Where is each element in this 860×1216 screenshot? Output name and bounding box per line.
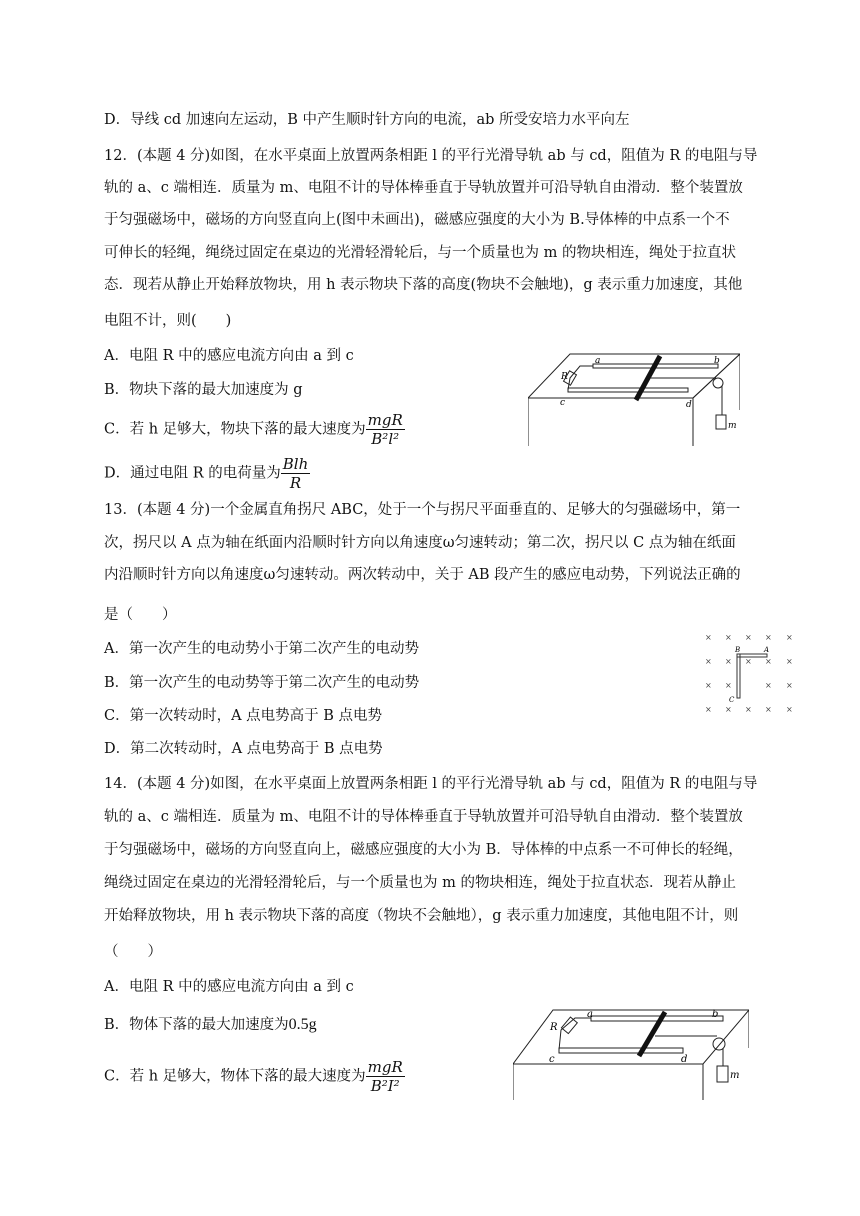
q12-stem-line1: 12．(本题 4 分)如图，在水平桌面上放置两条相距 l 的平行光滑导轨 ab 与 cd，阻值为 R 的电阻与导 — [104, 148, 758, 164]
q12-option-c-fraction — [366, 411, 405, 448]
svg-text:×: × — [725, 657, 732, 666]
q14-rail-figure — [513, 1008, 749, 1100]
label-m: m — [728, 421, 737, 431]
svg-text:×: × — [725, 681, 732, 690]
q14-stem-line5: 开始释放物块，用 h 表示物块下落的高度（物块不会触地），g 表示重力加速度，其他电阻不计，则 — [104, 908, 739, 924]
svg-text:×: × — [725, 705, 732, 714]
svg-text:×: × — [705, 657, 712, 666]
q13-option-a: A．第一次产生的电动势小于第二次产生的电动势 — [104, 641, 419, 657]
label-b: b — [714, 356, 720, 366]
q14-option-c — [104, 1058, 405, 1095]
svg-text:×: × — [786, 633, 793, 642]
q13-option-b: B．第一次产生的电动势等于第二次产生的电动势 — [104, 675, 420, 691]
q13-stem-line2: 次，拐尺以 A 点为轴在纸面内沿顺时针方向以角速度ω匀速转动；第二次，拐尺以 C 点为轴在纸面 — [104, 535, 736, 551]
fraction-denominator: R — [289, 474, 302, 492]
q14-option-b — [104, 1015, 317, 1035]
q12-option-d — [104, 455, 310, 492]
q14-option-b-text: B．物体下落的最大加速度为 — [104, 1017, 289, 1033]
q12-option-c — [104, 411, 405, 448]
q12-stem-line6: 电阻不计，则( ) — [104, 313, 232, 329]
label-d: d — [681, 1054, 688, 1065]
q12-option-d-fraction — [281, 455, 310, 492]
label-C: C — [729, 696, 735, 704]
q13-option-d: D．第二次转动时，A 点电势高于 B 点电势 — [104, 741, 383, 757]
q12-option-d-text: D．通过电阻 R 的电荷量为 — [104, 465, 281, 482]
q12-option-a: A．电阻 R 中的感应电流方向由 a 到 c — [104, 348, 354, 364]
svg-text:×: × — [765, 681, 772, 690]
q12-option-b: B．物块下落的最大加速度为 g — [104, 382, 303, 398]
fraction-denominator: B²I² — [370, 1077, 400, 1095]
svg-text:×: × — [725, 633, 732, 642]
svg-text:×: × — [745, 633, 752, 642]
q13-option-c: C．第一次转动时，A 点电势高于 B 点电势 — [104, 708, 383, 724]
q12-option-c-text: C．若 h 足够大，物块下落的最大速度为 — [104, 421, 366, 438]
q13-magnetic-field-figure — [700, 630, 802, 716]
q14-stem-line1: 14．(本题 4 分)如图，在水平桌面上放置两条相距 l 的平行光滑导轨 ab 与 cd，阻值为 R 的电阻与导 — [104, 776, 758, 792]
label-c: c — [549, 1054, 555, 1065]
q12-stem-line5: 态．现若从静止开始释放物块，用 h 表示物块下落的高度(物块不会触地)，g 表示重力加速度，其他 — [104, 277, 743, 293]
q12-stem-line2: 轨的 a、c 端相连．质量为 m、电阻不计的导体棒垂直于导轨放置并可沿导轨自由滑动．整个装置放 — [104, 180, 743, 196]
label-d: d — [686, 400, 692, 410]
label-b: b — [712, 1009, 719, 1020]
label-a: a — [595, 356, 601, 366]
q14-option-c-text: C．若 h 足够大，物体下落的最大速度为 — [104, 1068, 366, 1085]
label-R: R — [550, 1022, 558, 1033]
svg-text:×: × — [786, 657, 793, 666]
q14-stem-line4: 绳绕过固定在桌边的光滑轻滑轮后，与一个质量也为 m 的物块相连，绳处于拉直状态．现若从静止 — [104, 875, 736, 891]
q13-stem-line4: 是（ ） — [104, 607, 177, 623]
q14-stem-line6: （ ） — [104, 944, 162, 960]
svg-text:×: × — [745, 705, 752, 714]
svg-text:×: × — [745, 657, 752, 666]
label-B: B — [735, 646, 741, 654]
q14-option-c-fraction — [366, 1058, 405, 1095]
fraction-numerator: mgR — [367, 1058, 403, 1076]
q12-rail-figure — [528, 350, 740, 446]
q14-option-b-value: 0.5g — [288, 1016, 317, 1033]
fraction-numerator: Blh — [282, 455, 309, 473]
q11-option-d: D．导线 cd 加速向左运动，B 中产生顺时针方向的电流，ab 所受安培力水平向左 — [104, 112, 630, 128]
label-c: c — [560, 398, 566, 408]
label-R: R — [561, 372, 568, 382]
svg-text:×: × — [705, 705, 712, 714]
field-cross-marks — [705, 633, 793, 714]
svg-text:×: × — [705, 681, 712, 690]
label-m: m — [730, 1070, 740, 1081]
svg-text:×: × — [765, 657, 772, 666]
fraction-numerator: mgR — [367, 411, 403, 429]
q13-stem-line1: 13．(本题 4 分)一个金属直角拐尺 ABC，处于一个与拐尺平面垂直的、足够大的匀强磁场中，第一 — [104, 502, 741, 518]
svg-text:×: × — [705, 633, 712, 642]
svg-text:×: × — [786, 681, 793, 690]
fraction-denominator: B²l² — [371, 430, 400, 448]
q13-stem-line3: 内沿顺时针方向以角速度ω匀速转动。两次转动中，关于 AB 段产生的感应电动势，下列说法正确的 — [104, 567, 741, 583]
svg-text:×: × — [765, 705, 772, 714]
q14-stem-line2: 轨的 a、c 端相连．质量为 m、电阻不计的导体棒垂直于导轨放置并可沿导轨自由滑动．整个装置放 — [104, 809, 743, 825]
svg-text:×: × — [765, 633, 772, 642]
svg-text:×: × — [786, 705, 793, 714]
q12-stem-line3: 于匀强磁场中，磁场的方向竖直向上(图中未画出)，磁感应强度的大小为 B.导体棒的中点系一个不 — [104, 212, 730, 228]
q12-stem-line4: 可伸长的轻绳，绳绕过固定在桌边的光滑轻滑轮后，与一个质量也为 m 的物块相连，绳处于拉直状 — [104, 245, 736, 261]
label-a: a — [587, 1009, 593, 1020]
q14-stem-line3: 于匀强磁场中，磁场的方向竖直向上，磁感应强度的大小为 B．导体棒的中点系一不可伸长的轻绳， — [104, 842, 743, 858]
label-A: A — [764, 646, 770, 654]
q14-option-a: A．电阻 R 中的感应电流方向由 a 到 c — [104, 979, 354, 995]
